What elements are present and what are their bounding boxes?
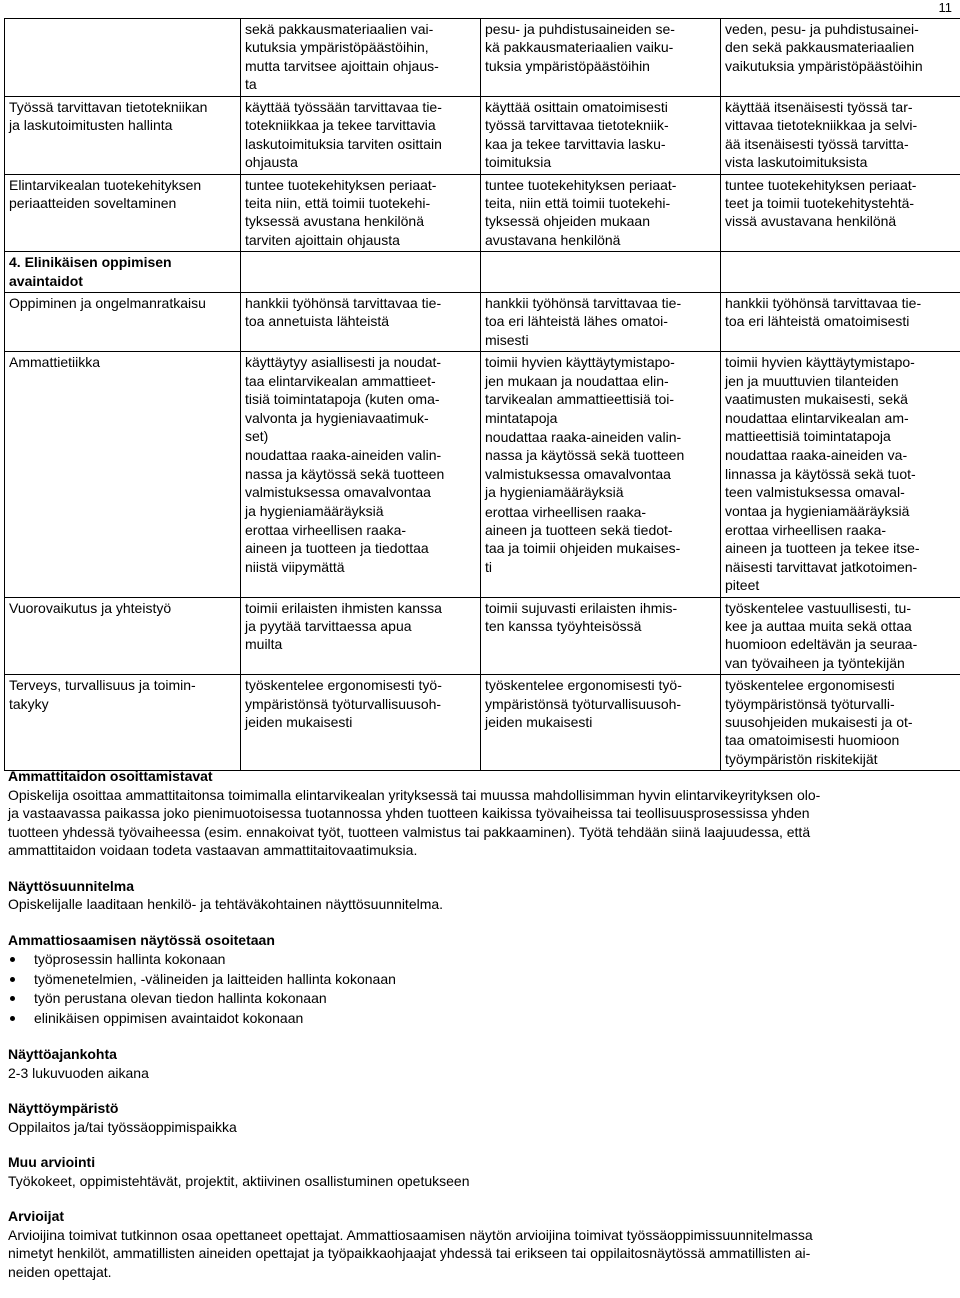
- level-satisfactory-cell: hankkii työhönsä tarvittavaa tie- toa annetuista lähteistä: [241, 293, 481, 352]
- table-row: [5, 293, 960, 352]
- table-row: [5, 675, 960, 771]
- list-item: työprosessin hallinta kokonaan: [34, 950, 952, 970]
- table-row: [5, 97, 960, 175]
- list-item: toimii hyvien käyttäytymistapo- jen ja muuttuvien tilanteiden vaatimusten mukaisesti, sekä noudattaa elintarvikealan am- mattieettisiä toimintatapoja: [725, 353, 956, 445]
- plan-section: [8, 877, 952, 914]
- level-excellent-cell: hankkii työhönsä tarvittavaa tie- toa eri lähteistä omatoimisesti: [721, 293, 960, 352]
- assessment-criteria-table: [4, 18, 960, 771]
- criterion-cell: Terveys, turvallisuus ja toimin- takyky: [5, 675, 241, 771]
- criterion-cell: Ammattietiikka: [5, 352, 241, 597]
- section-text: Työkokeet, oppimistehtävät, projektit, aktiivinen osallistuminen opetukseen: [8, 1172, 952, 1191]
- level-excellent-cell: veden, pesu- ja puhdistusainei- den sekä pakkausmateriaalien vaikutuksia ympäristöpäästöihin: [721, 19, 960, 97]
- section-title: Näyttöajankohta: [8, 1045, 952, 1064]
- list-item: noudattaa raaka-aineiden valin- nassa ja käytössä sekä tuotteen valmistuksessa omavalvontaa ja hygieniamääräyksiä: [485, 428, 716, 502]
- group-heading: 4. Elinikäisen oppimisen avaintaidot: [5, 252, 241, 293]
- list-item: työmenetelmien, -välineiden ja laitteiden hallinta kokonaan: [34, 970, 952, 990]
- level-satisfactory-cell: toimii erilaisten ihmisten kanssa ja pyytää tarvittaessa apua muilta: [241, 597, 481, 675]
- list-item: erottaa virheellisen raaka- aineen ja tuotteen sekä tiedot- taa ja toimii ohjeiden mukaises- ti: [485, 503, 716, 577]
- list-item: toimii hyvien käyttäytymistapo- jen mukaan ja noudattaa elin- tarvikealan ammattieettisiä toi- mintatapoja: [485, 353, 716, 427]
- level-excellent-cell: työskentelee ergonomisesti työympäristönsä työturvalli- suusohjeiden mukaisesti ja ot- taa omatoimisesti huomioon työympäristön riskitekijät: [721, 675, 960, 771]
- level-excellent-cell: käyttää itsenäisesti työssä tar- vittavaa tietotekniikkaa ja selvi- ää itsenäisesti työssä tarvitta- vista laskutoimituksista: [721, 97, 960, 175]
- criterion-cell: Vuorovaikutus ja yhteistyö: [5, 597, 241, 675]
- section-text: Oppilaitos ja/tai työssäoppimispaikka: [8, 1118, 952, 1137]
- document-sections: [8, 767, 952, 1298]
- section-text: Opiskelijalle laaditaan henkilö- ja tehtäväkohtainen näyttösuunnitelma.: [8, 895, 952, 914]
- table-row: [5, 252, 960, 293]
- section-text: Opiskelija osoittaa ammattitaitonsa toimimalla elintarvikealan yrityksessä tai muussa mahdollisimman hyvin elintarvikeyrityksen olo- ja vastaavassa paikassa joko pienimuotoisessa tuotannossa yhden tuotteen kaikissa työvaiheissa tai teollisuusprosessissa yhden tuotteen yhdessä työvaiheessa (esim. ennakoivat työt, tuotteen valmistus tai pakkaaminen). Työtä tehdään siinä laajuudessa, että ammattitaidon voidaan todeta vastaavan ammattitaitovaatimuksia.: [8, 786, 952, 860]
- level-good-cell: työskentelee ergonomisesti työ- ympäristönsä työturvallisuusoh- jeiden mukaisesti: [481, 675, 721, 771]
- level-good-cell: hankkii työhönsä tarvittavaa tie- toa eri lähteistä lähes omatoi- misesti: [481, 293, 721, 352]
- level-satisfactory-cell: sekä pakkausmateriaalien vai- kutuksia ympäristöpäästöihin, mutta tarvitsee ajoittain ohjaus- ta: [241, 19, 481, 97]
- table-row: [5, 597, 960, 675]
- list-item: käyttäytyy asiallisesti ja noudat- taa elintarvikealan ammattieet- tisiä toimintatapoja (kuten oma- valvonta ja hygieniavaatimuk- set): [245, 353, 476, 445]
- level-satisfactory-cell: [241, 352, 481, 597]
- level-good-cell: käyttää osittain omatoimisesti työssä tarvittavaa tietotekniik- kaa ja tekee tarvittavia lasku- toimituksia: [481, 97, 721, 175]
- criterion-cell: Työssä tarvittavan tietotekniikan ja laskutoimitusten hallinta: [5, 97, 241, 175]
- environment-section: [8, 1099, 952, 1136]
- other-assessment-section: [8, 1153, 952, 1190]
- empty-cell: [721, 252, 960, 293]
- section-title: Ammattiosaamisen näytössä osoitetaan: [8, 931, 952, 950]
- section-text: 2-3 lukuvuoden aikana: [8, 1064, 952, 1083]
- list-item: noudattaa raaka-aineiden va- linnassa ja käytössä sekä tuot- teen valmistuksessa omaval- vontaa ja hygieniamääräyksiä: [725, 446, 956, 520]
- section-title: Ammattitaidon osoittamistavat: [8, 767, 952, 786]
- list-item: elinikäisen oppimisen avaintaidot kokonaan: [34, 1009, 952, 1029]
- level-excellent-cell: [721, 352, 960, 597]
- level-satisfactory-cell: työskentelee ergonomisesti työ- ympäristönsä työturvallisuusoh- jeiden mukaisesti: [241, 675, 481, 771]
- level-excellent-cell: tuntee tuotekehityksen periaat- teet ja toimii tuotekehitystehtä- vissä avustavana henkilönä: [721, 174, 960, 252]
- level-satisfactory-cell: käyttää työssään tarvittavaa tie- totekniikkaa ja tekee tarvittavia laskutoimituksia tarviten osittain ohjausta: [241, 97, 481, 175]
- bullet-list: [8, 950, 952, 1028]
- section-title: Näyttösuunnitelma: [8, 877, 952, 896]
- table-row: [5, 352, 960, 597]
- assessors-section: [8, 1207, 952, 1281]
- page-number: 11: [939, 0, 953, 15]
- level-good-cell: toimii sujuvasti erilaisten ihmis- ten kanssa työyhteisössä: [481, 597, 721, 675]
- list-item: työn perustana olevan tiedon hallinta kokonaan: [34, 989, 952, 1009]
- criterion-cell: Elintarvikealan tuotekehityksen periaatteiden soveltaminen: [5, 174, 241, 252]
- section-title: Arvioijat: [8, 1207, 952, 1226]
- empty-cell: [241, 252, 481, 293]
- table-row: [5, 174, 960, 252]
- level-good-cell: tuntee tuotekehityksen periaat- teita, niin että toimii tuotekehi- tyksessä ohjeiden mukaan avustavana henkilönä: [481, 174, 721, 252]
- shown-section: [8, 931, 952, 1029]
- level-excellent-cell: työskentelee vastuullisesti, tu- kee ja auttaa muita sekä ottaa huomioon edeltävän ja seuraa- van työvaiheen ja työntekijän: [721, 597, 960, 675]
- empty-cell: [481, 252, 721, 293]
- list-item: erottaa virheellisen raaka- aineen ja tuotteen ja tiedottaa niistä viipymättä: [245, 521, 476, 576]
- timing-section: [8, 1045, 952, 1082]
- criterion-cell: [5, 19, 241, 97]
- section-title: Näyttöympäristö: [8, 1099, 952, 1118]
- level-satisfactory-cell: tuntee tuotekehityksen periaat- teita niin, että toimii tuotekehi- tyksessä avustana henkilönä tarviten ajoittain ohjausta: [241, 174, 481, 252]
- table-row: [5, 19, 960, 97]
- level-good-cell: [481, 352, 721, 597]
- criterion-cell: Oppiminen ja ongelmanratkaisu: [5, 293, 241, 352]
- section-text: Arvioijina toimivat tutkinnon osaa opettaneet opettajat. Ammattiosaamisen näytön arvioijina toimivat työssäoppimissuunnitelmassa nimetyt henkilöt, ammatillisten aineiden opettajat ja työpaikkaohjaajat yhdessä tai erikseen tai oppilaitosnäytössä ammatillisten ai- neiden opettajat.: [8, 1226, 952, 1282]
- section-title: Muu arviointi: [8, 1153, 952, 1172]
- list-item: noudattaa raaka-aineiden valin- nassa ja käytössä sekä tuotteen valmistuksessa omavalvontaa ja hygieniamääräyksiä: [245, 446, 476, 520]
- demonstration-section: [8, 767, 952, 860]
- level-good-cell: pesu- ja puhdistusaineiden se- kä pakkausmateriaalien vaiku- tuksia ympäristöpäästöihin: [481, 19, 721, 97]
- list-item: erottaa virheellisen raaka- aineen ja tuotteen ja tekee itse- näisesti tarvittavat jatkotoimen- piteet: [725, 521, 956, 595]
